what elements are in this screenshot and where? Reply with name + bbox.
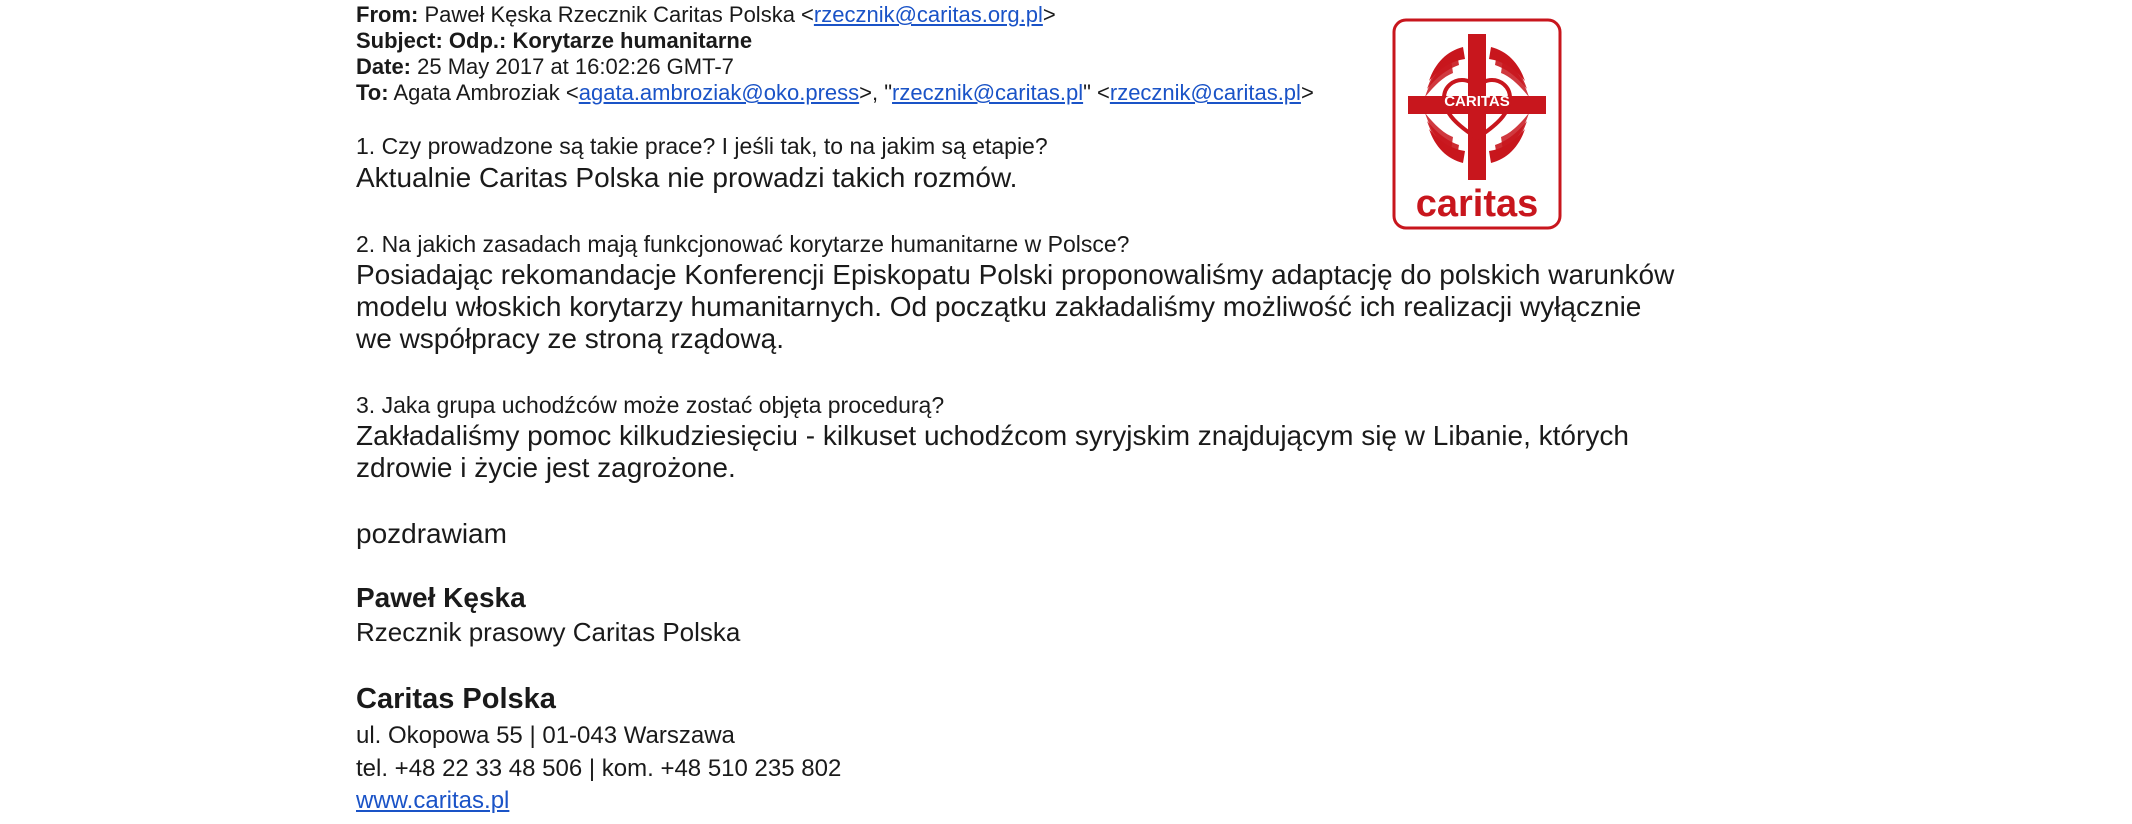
to-line: [356, 80, 1314, 106]
answer-3-line-2: zdrowie i życie jest zagrożone.: [356, 452, 736, 483]
to-label: To:: [356, 80, 389, 105]
to-close: >: [1300, 80, 1314, 105]
question-3: 3. Jaka grupa uchodźców może zostać objęta procedurą?: [356, 392, 945, 418]
subject-label: Subject:: [356, 28, 443, 53]
signature-phone: tel. +48 22 33 48 506 | kom. +48 510 235 802: [356, 755, 842, 782]
question-1: 1. Czy prowadzone są takie prace? I jeśli tak, to na jakim są etapie?: [356, 133, 1048, 159]
logo-seal-text: CARITAS: [1444, 93, 1510, 110]
signature-org: Caritas Polska: [356, 683, 556, 715]
logo-wordmark: caritas: [1415, 183, 1539, 225]
to-email-link-2[interactable]: rzecznik@caritas.pl: [892, 80, 1084, 105]
answer-2-line-2: modelu włoskich korytarzy humanitarnych. Od początku zakładaliśmy możliwość ich realizacji wyłącznie: [356, 291, 1642, 322]
answer-2-line-1: Posiadając rekomandacje Konferencji Episkopatu Polski proponowaliśmy adaptację do polskich warunków: [356, 259, 1675, 290]
signature-website-link[interactable]: [356, 787, 509, 815]
from-close: >: [1042, 2, 1056, 27]
answer-1-line-1: Aktualnie Caritas Polska nie prowadzi takich rozmów.: [356, 162, 1018, 193]
from-name: Paweł Kęska Rzecznik Caritas Polska <: [424, 2, 814, 27]
date-value: 25 May 2017 at 16:02:26 GMT-7: [417, 54, 734, 79]
date-line: [356, 54, 734, 80]
closing-greeting: pozdrawiam: [356, 518, 507, 549]
signature-role: Rzecznik prasowy Caritas Polska: [356, 617, 741, 647]
to-email-link-1[interactable]: agata.ambroziak@oko.press: [578, 80, 860, 105]
to-name: Agata Ambroziak <: [393, 80, 579, 105]
signature-address: ul. Okopowa 55 | 01-043 Warszawa: [356, 722, 735, 749]
date-label: Date:: [356, 54, 412, 79]
answer-3-line-1: Zakładaliśmy pomoc kilkudziesięciu - kilkuset uchodźcom syryjskim znajdującym się w Libanie, których: [356, 420, 1629, 451]
subject-value: Odp.: Korytarze humanitarne: [448, 28, 753, 53]
from-line: [356, 2, 1056, 28]
answer-2-line-3: we współpracy ze stroną rządową.: [356, 323, 784, 354]
website-link[interactable]: www.caritas.pl: [356, 787, 510, 814]
question-2: 2. Na jakich zasadach mają funkcjonować korytarze humanitarne w Polsce?: [356, 231, 1130, 257]
caritas-cross-logo-icon: [1392, 18, 1562, 230]
from-label: From:: [356, 2, 419, 27]
from-email-link[interactable]: rzecznik@caritas.org.pl: [813, 2, 1043, 27]
to-separator-1: >, ": [859, 80, 893, 105]
subject-line: [356, 28, 752, 54]
signature-name: Paweł Kęska: [356, 582, 526, 613]
to-email-link-3[interactable]: rzecznik@caritas.pl: [1109, 80, 1301, 105]
to-separator-2: " <: [1083, 80, 1110, 105]
